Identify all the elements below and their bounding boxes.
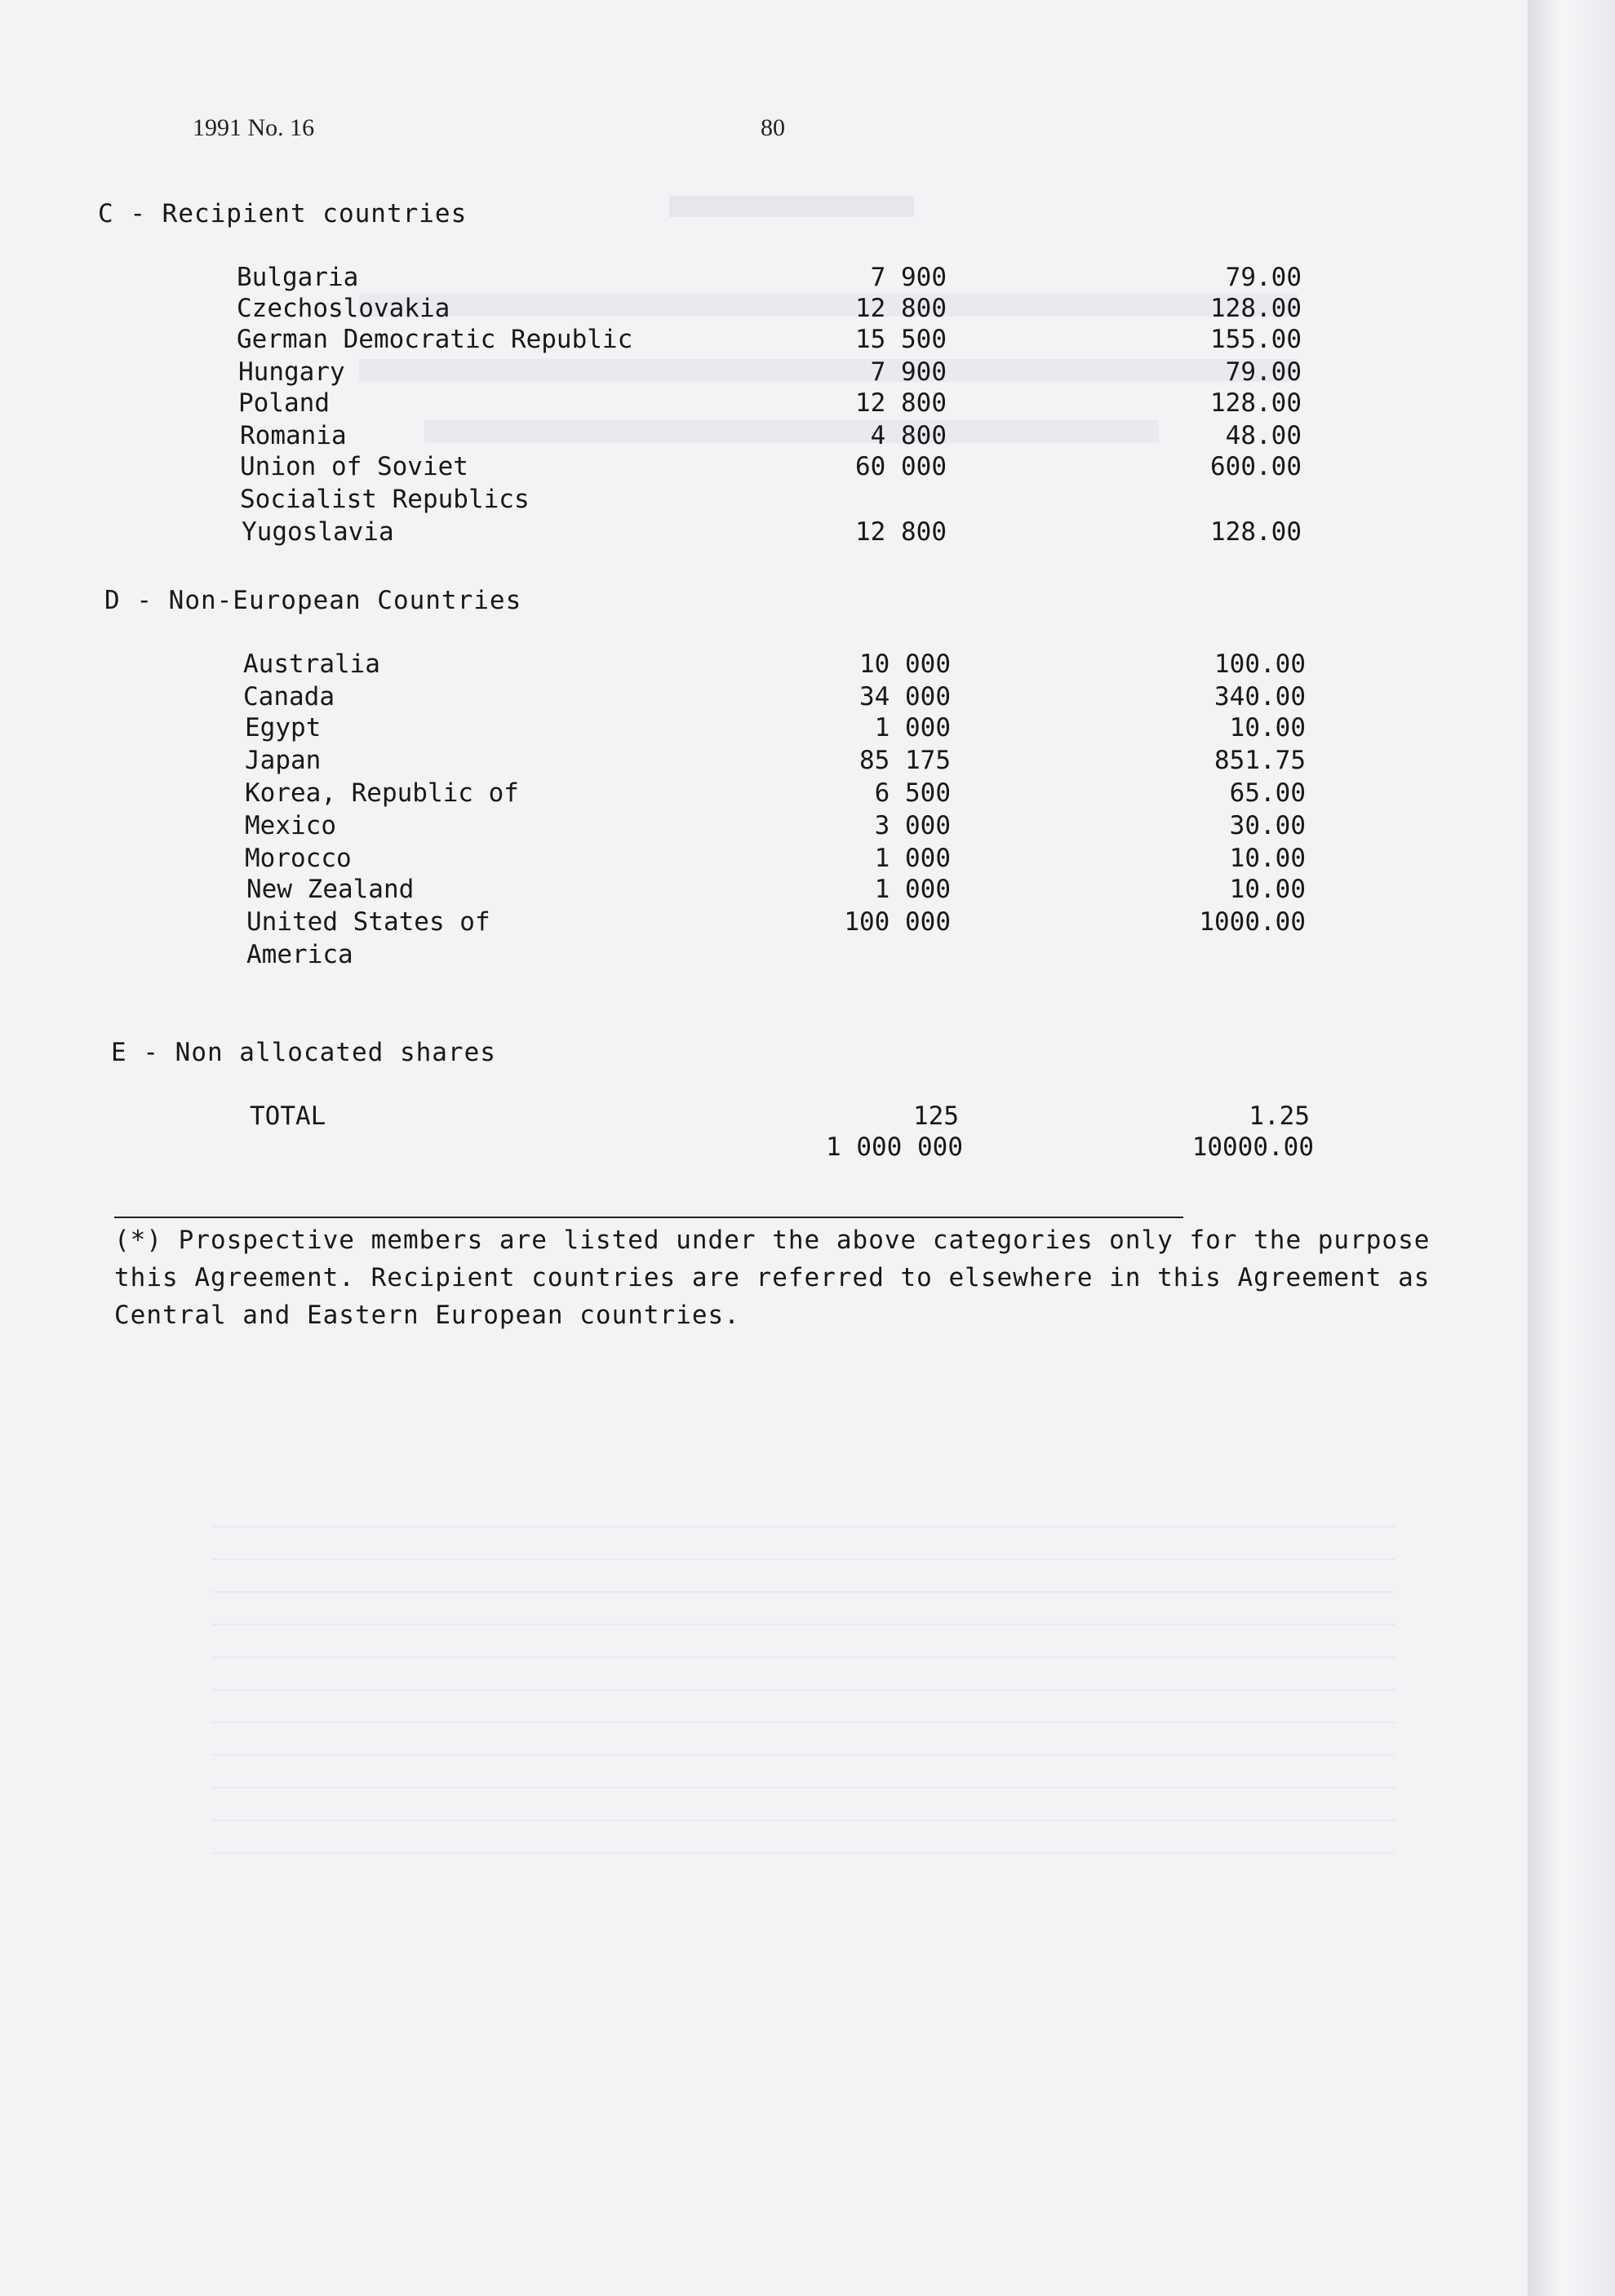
section-d-heading: D - Non-European Countries	[104, 586, 522, 615]
shares-value: 12 800	[855, 294, 947, 323]
shares-value: 12 800	[855, 517, 947, 547]
shares-value: 1 000	[874, 713, 951, 742]
country-name: Union of Soviet	[240, 452, 468, 481]
country-name: Canada	[243, 682, 335, 711]
footnote: (*) Prospective members are listed under the above categories only for the purpose this Agreement. Recipient countries are referred to elsewhere in this Agreement as Central and Eastern European countries.	[114, 1226, 1431, 1330]
country-name: New Zealand	[246, 875, 415, 904]
country-name: United States of	[246, 907, 490, 937]
total-label: TOTAL	[250, 1101, 326, 1131]
shares-value: 4 800	[870, 421, 947, 450]
capital-total: 10000.00	[1191, 1132, 1314, 1162]
shares-value: 12 800	[855, 388, 947, 418]
header-page-number: 80	[761, 114, 785, 141]
shares-value: 3 000	[874, 811, 951, 840]
capital-value: 340.00	[1214, 682, 1306, 711]
country-name: Korea, Republic of	[245, 778, 519, 808]
capital-value: 65.00	[1229, 778, 1306, 808]
country-name: Yugoslavia	[242, 517, 394, 547]
shares-value: 7 900	[870, 263, 947, 292]
shares-total: 1 000 000	[826, 1132, 963, 1162]
shares-value: 1 000	[874, 844, 951, 873]
shares-value: 6 500	[874, 778, 951, 808]
country-name: Mexico	[245, 811, 336, 840]
capital-value: 128.00	[1210, 517, 1302, 547]
header-document-ref: 1991 No. 16	[193, 114, 315, 141]
country-name: Socialist Republics	[240, 485, 530, 514]
capital-value: 851.75	[1214, 746, 1306, 775]
country-name: Poland	[238, 388, 330, 418]
country-name: Bulgaria	[237, 263, 359, 292]
country-name: Japan	[245, 746, 322, 775]
country-name: Australia	[243, 649, 380, 679]
country-name: German Democratic Republic	[237, 325, 633, 354]
country-name: Czechoslovakia	[237, 294, 450, 323]
country-name: Romania	[240, 421, 347, 450]
capital-value: 10.00	[1229, 875, 1306, 904]
shares-value: 85 175	[859, 746, 951, 775]
capital-value: 10.00	[1229, 844, 1306, 873]
shares-value: 7 900	[870, 357, 947, 387]
capital-value: 128.00	[1210, 388, 1302, 418]
country-name: Egypt	[245, 713, 322, 742]
capital-value: 79.00	[1225, 357, 1302, 387]
capital-value: 48.00	[1225, 421, 1302, 450]
shares-value: 100 000	[844, 907, 951, 937]
capital-value: 10.00	[1229, 713, 1306, 742]
shares-value: 34 000	[859, 682, 951, 711]
capital-value: 30.00	[1229, 811, 1306, 840]
shares-value: 125	[913, 1101, 959, 1131]
footnote-divider	[114, 1217, 1183, 1218]
section-c-heading: C - Recipient countries	[98, 199, 468, 228]
capital-value: 79.00	[1225, 263, 1302, 292]
capital-value: 1000.00	[1199, 907, 1306, 937]
shares-value: 1 000	[874, 875, 951, 904]
capital-value: 100.00	[1214, 649, 1306, 679]
capital-value: 600.00	[1210, 452, 1302, 481]
country-name: Morocco	[245, 844, 352, 873]
country-name: Hungary	[238, 357, 345, 387]
country-name: America	[246, 940, 353, 969]
shares-value: 10 000	[859, 649, 951, 679]
capital-value: 155.00	[1210, 325, 1302, 354]
section-e-heading: E - Non allocated shares	[111, 1038, 496, 1067]
capital-value: 128.00	[1210, 294, 1302, 323]
capital-value: 1.25	[1249, 1101, 1310, 1131]
page-edge-shadow	[1528, 0, 1615, 2296]
shares-value: 15 500	[855, 325, 947, 354]
shares-value: 60 000	[855, 452, 947, 481]
